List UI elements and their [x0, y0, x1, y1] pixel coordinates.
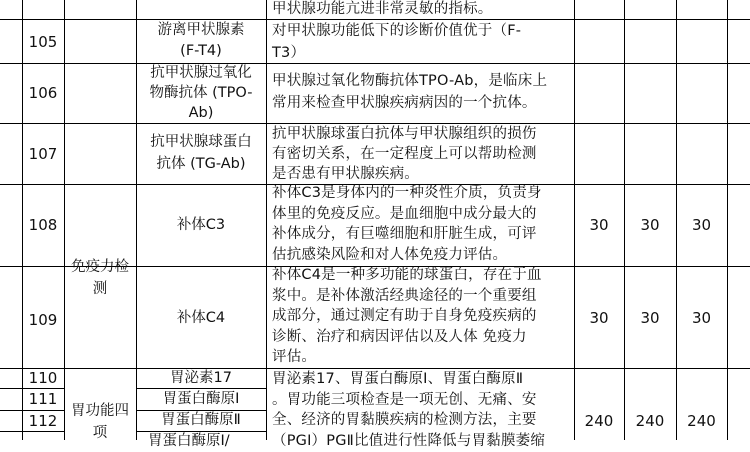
item-name: 胃蛋白酶原Ⅱ [161, 412, 241, 428]
row-number: 107 [28, 145, 58, 163]
row-number: 106 [28, 84, 58, 102]
item-description: 补体C3是身体内的一种炎性介质，负责身 体里的免疫反应。是血细胞中成分最大的 补体成分，有巨噬细胞和肝脏生成，可评 估抗感染风险和对人体免疫力评估。 [272, 185, 542, 263]
price-1: 30 [589, 309, 609, 327]
price-2: 240 [635, 412, 665, 430]
item-name: 补体C4 [176, 310, 226, 326]
item-description: 补体C4是一种多功能的球蛋白，存在于血 浆中。是补体激活经典途径的一个重要组 成部分，通过测定有助于自身免疫疾病的 诊断、治疗和病因评估以及人体 免疫力 评估。 [272, 267, 542, 365]
price-3: 30 [691, 309, 712, 327]
item-name: 游离甲状腺素 (F-T4) [157, 22, 245, 59]
row-number: 110 [28, 369, 58, 387]
col-divider [266, 0, 267, 440]
group-gastric: 胃功能四 项 [71, 403, 129, 441]
row-number: 108 [28, 216, 58, 234]
item-name: 胃蛋白酶原Ⅰ [162, 391, 240, 407]
row-divider [0, 431, 64, 432]
item-description: 甲状腺过氧化物酶抗体TPO-Ab，是临床上 常用来检查甲状腺疾病病因的一个抗体。 [272, 73, 548, 111]
col-divider [64, 0, 65, 440]
item-description: 抗甲状腺球蛋白抗体与甲状腺组织的损伤 有密切关系，在一定程度上可以帮助检测 是否患有甲状腺疾病。 [272, 126, 537, 182]
row-number: 112 [28, 412, 58, 430]
item-description: 胃泌素17、胃蛋白酶原Ⅰ、胃蛋白酶原Ⅱ 。胃功能三项检查是一项无创、无痛、安 全、经济的胃黏膜疾病的检测方法，主要 （PGⅠ）PGⅡ比值进行性降低与胃黏膜萎缩 [272, 371, 546, 449]
group-immunity: 免疫力检 测 [71, 259, 129, 297]
item-name: 补体C3 [176, 217, 226, 233]
item-name: 抗甲状腺过氧化 物酶抗体 (TPO- Ab) [149, 65, 253, 121]
item-name: 胃泌素17 [170, 370, 232, 386]
price-1: 240 [584, 412, 614, 430]
col-divider [727, 0, 728, 440]
row-number: 105 [28, 33, 58, 51]
item-name: 胃蛋白酶原Ⅰ/ [148, 433, 230, 449]
price-1: 30 [589, 216, 609, 234]
price-3: 30 [691, 216, 712, 234]
item-name: 抗甲状腺球蛋白 抗体 (TG-Ab) [150, 134, 252, 172]
row-number: 109 [28, 311, 58, 329]
price-2: 30 [640, 309, 660, 327]
price-3: 240 [687, 412, 716, 430]
row-number: 111 [28, 390, 58, 408]
item-description: 对甲状腺功能低下的诊断价值优于（F- T3） [272, 23, 522, 61]
desc-104: 甲状腺功能亢进非常灵敏的指标。 [272, 1, 493, 17]
price-2: 30 [640, 216, 660, 234]
